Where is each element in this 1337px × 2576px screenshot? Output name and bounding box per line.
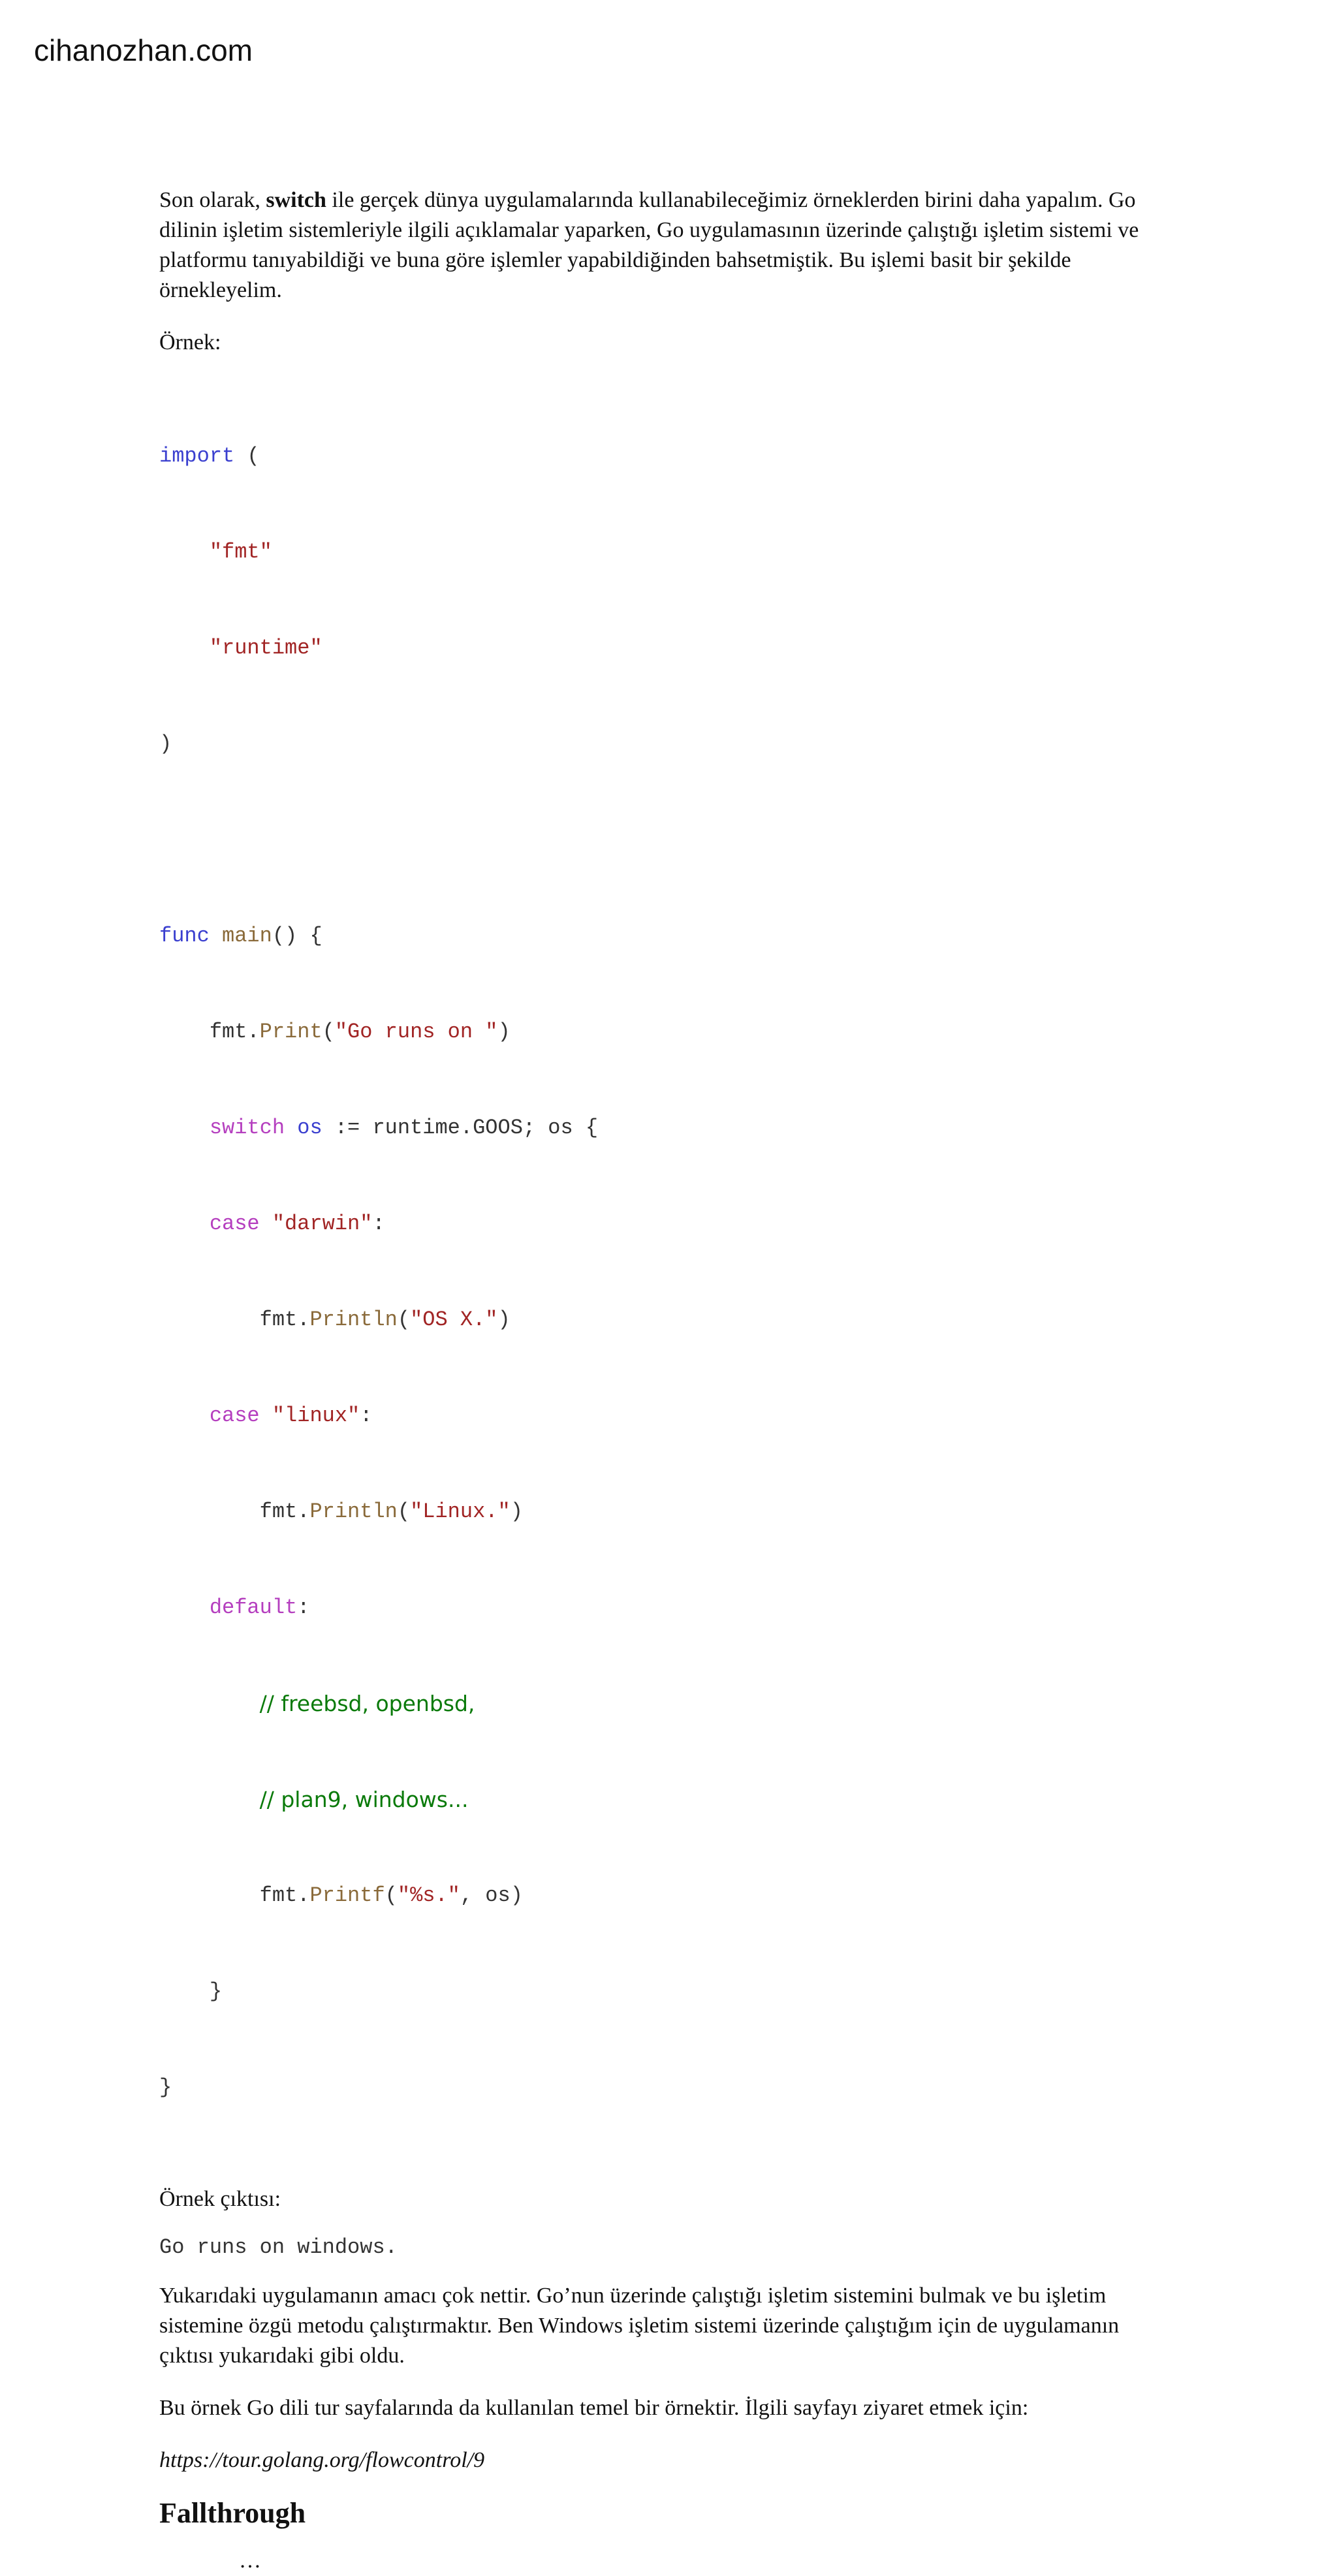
code-line xyxy=(159,920,1165,952)
code-text: ) xyxy=(510,1500,523,1524)
code-text: () { xyxy=(272,924,322,948)
code-line xyxy=(159,1496,1165,1528)
code-identifier: os xyxy=(285,1116,322,1140)
code-line xyxy=(159,728,1165,760)
code-string: "OS X." xyxy=(410,1308,498,1332)
code-comment: // freebsd, openbsd, xyxy=(259,1691,475,1716)
site-name[interactable]: cihanozhan.com xyxy=(34,33,253,67)
code-text: : xyxy=(297,1595,310,1620)
tour-link[interactable]: https://tour.golang.org/flowcontrol/9 xyxy=(159,2448,485,2472)
code-text: ( xyxy=(234,444,260,468)
code-text: ) xyxy=(497,1020,511,1044)
code-function: Printf xyxy=(309,1883,385,1908)
code-string: "Go runs on " xyxy=(334,1020,498,1044)
tour-paragraph: Bu örnek Go dili tur sayfalarında da kullanılan temel bir örnektir. İlgili sayfayı ziyaret etmek için: xyxy=(159,2396,1029,2420)
code-function: Print xyxy=(259,1020,322,1044)
code-line xyxy=(159,1112,1165,1144)
code-text: } xyxy=(159,2075,172,2099)
code-line xyxy=(159,1208,1165,1240)
code-text: ( xyxy=(322,1020,335,1044)
code-line xyxy=(159,440,1165,472)
code-text: fmt. xyxy=(259,1883,310,1908)
intro-text-rest: ile gerçek dünya uygulamalarında kullanabileceğimiz örneklerden birini daha yapalım. Go dilinin işletim sistemleriyle ilgili açıklamalar yaparken, Go uygulamasının üzerinde çalıştığı işletim sistemi ve platformu tanıyabildiği ve buna göre işlemler yapabildiğinden bahsetmiştik. Bu işlemi basit bir şekilde örnekleyelim. xyxy=(159,188,1139,302)
code-line xyxy=(159,1400,1165,1432)
code-keyword: func xyxy=(159,924,210,948)
code-string: "fmt" xyxy=(209,540,272,564)
code-line xyxy=(159,1783,1165,1815)
code-line xyxy=(159,1975,1165,2007)
code-line xyxy=(159,632,1165,664)
code-function: main xyxy=(222,924,272,948)
code-line xyxy=(159,536,1165,568)
code-control-keyword: case xyxy=(209,1212,260,1236)
example-label: Örnek: xyxy=(159,330,221,354)
code-text: ) xyxy=(497,1308,511,1332)
output-text: Go runs on windows. xyxy=(159,2235,398,2259)
code-text: : xyxy=(360,1404,373,1428)
code-line xyxy=(159,1688,1165,1720)
code-line xyxy=(159,1016,1165,1048)
code-string: "runtime" xyxy=(209,636,322,660)
code-function: Println xyxy=(309,1500,398,1524)
code-text: fmt. xyxy=(209,1020,260,1044)
intro-keyword-switch: switch xyxy=(266,188,326,212)
continuation-ellipsis: … xyxy=(239,2549,261,2573)
intro-text-start: Son olarak, xyxy=(159,188,266,212)
code-string: "%s." xyxy=(397,1883,460,1908)
explanation-paragraph: Yukarıdaki uygulamanın amacı çok nettir. Go’nun üzerinde çalıştığı işletim sistemini bulmak ve bu işletim sistemine özgü metodu çalıştırmaktır. Ben Windows işletim sistemi üzerinde çalıştığım için de uygulamanın çıktısı yukarıdaki gibi oldu. xyxy=(159,2284,1120,2368)
code-text: : xyxy=(372,1212,385,1236)
code-text: := runtime.GOOS; os { xyxy=(322,1116,599,1140)
code-text: fmt. xyxy=(259,1500,310,1524)
code-text: fmt. xyxy=(259,1308,310,1332)
code-line xyxy=(159,1304,1165,1336)
code-string: "darwin" xyxy=(259,1212,373,1236)
code-keyword: import xyxy=(159,444,235,468)
code-control-keyword: case xyxy=(209,1404,260,1428)
intro-paragraph xyxy=(159,185,1165,306)
code-text: ( xyxy=(385,1883,398,1908)
code-block xyxy=(159,376,1165,2167)
output-label: Örnek çıktısı: xyxy=(159,2187,281,2211)
section-heading: Fallthrough xyxy=(159,2497,306,2529)
code-text: ) xyxy=(159,732,172,756)
code-line xyxy=(159,1879,1165,1911)
code-line xyxy=(159,2071,1165,2103)
code-string: "linux" xyxy=(259,1404,360,1428)
code-control-keyword: switch xyxy=(209,1116,285,1140)
code-text: ( xyxy=(397,1308,411,1332)
code-function: Println xyxy=(309,1308,398,1332)
document-body xyxy=(159,185,1165,2576)
code-comment: // plan9, windows... xyxy=(259,1787,469,1812)
code-control-keyword: default xyxy=(209,1595,298,1620)
code-text: ( xyxy=(397,1500,411,1524)
code-text: } xyxy=(209,1979,223,2003)
code-text: , os) xyxy=(460,1883,523,1908)
code-line xyxy=(159,1592,1165,1624)
code-string: "Linux." xyxy=(410,1500,511,1524)
code-line-blank xyxy=(159,824,1165,856)
